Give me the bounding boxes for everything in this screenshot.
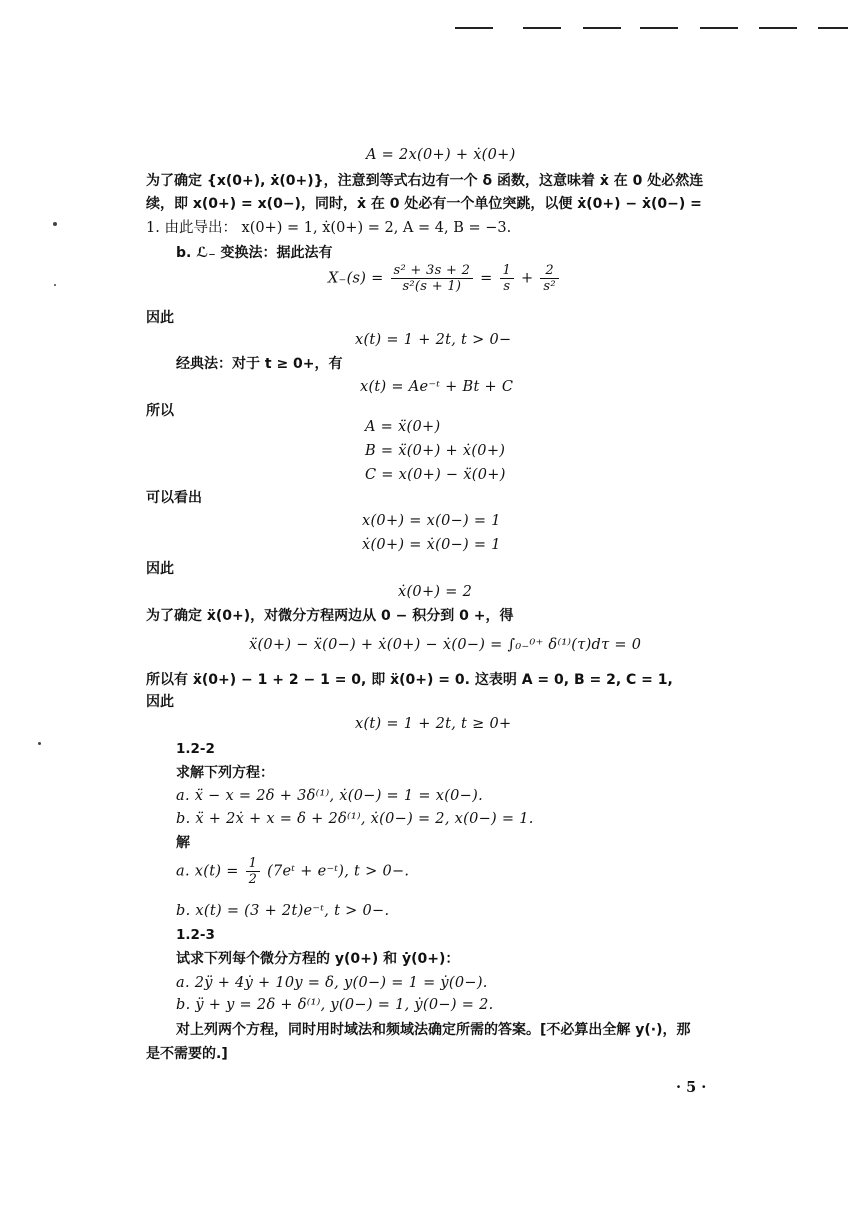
equation-laplace [328,263,561,294]
denominator: s [503,279,511,294]
label-yinci: 因此 [146,561,174,577]
label-suoyi: 所以 [146,403,174,419]
plus-sign: + [521,270,534,287]
paragraph-line: 为了确定 {x(0+), ẋ(0+)}，注意到等式右边有一个 δ 函数，这意味着 ẋ 在 0 处必然连 [146,173,704,189]
paragraph-line: 1. 由此导出： x(0+) = 1, ẋ(0+) = 2, A = 4, B = −3. [146,220,512,236]
label-yinci: 因此 [146,694,174,710]
equation-solution: x(t) = 1 + 2t, t > 0− [355,332,512,348]
equation-A-def: A = ẍ(0+) [365,419,441,435]
solution-a-suffix: (7eᵗ + e⁻ᵗ), t > 0−. [267,863,410,880]
equation-B-def: B = ẍ(0+) + ẋ(0+) [365,443,506,459]
numerator: 1 [500,263,515,279]
fraction [391,263,474,294]
paragraph-line: 对上列两个方程，同时用时域法和频域法确定所需的答案。[不必算出全解 y(·)，那 [176,1022,691,1038]
paragraph-line: 是不需要的.] [146,1046,228,1062]
fraction [246,856,261,887]
numerator: s² + 3s + 2 [391,263,474,279]
problem-part-a: a. ẍ − x = 2δ + 3δ⁽¹⁾, ẋ(0−) = 1 = x(0−). [176,788,483,804]
fraction [540,263,558,294]
header-dash [640,27,678,29]
problem-part-b: b. ÿ + y = 2δ + δ⁽¹⁾, y(0−) = 1, ẏ(0−) = 2. [176,997,494,1013]
header-dash [583,27,621,29]
header-dash [818,27,848,29]
problem-prompt: 求解下列方程： [176,765,274,781]
equation-final: x(t) = 1 + 2t, t ≥ 0+ [355,716,512,732]
section-b-label: b. ℒ₋ 变换法：据此法有 [176,245,333,261]
solution-label: 解 [176,835,190,851]
solution-part-b: b. x(t) = (3 + 2t)e⁻ᵗ, t > 0−. [176,903,390,919]
denominator: s²(s + 1) [402,279,462,294]
equals-sign: = [480,270,493,287]
numerator: 1 [246,856,261,872]
fraction [500,263,515,294]
solution-a-prefix: a. x(t) = [176,863,239,880]
label-yinci: 因此 [146,310,174,326]
label-keyikanchu: 可以看出 [146,490,202,506]
equation-general: x(t) = Ae⁻ᵗ + Bt + C [360,379,514,395]
equation-xdot-value: ẋ(0+) = 2 [398,584,473,600]
solution-part-a [176,856,409,887]
scan-speck [53,222,57,226]
numerator: 2 [540,263,558,279]
equation-C-def: C = x(0+) − ẍ(0+) [365,467,506,483]
equation-integral: ẍ(0+) − ẍ(0−) + ẋ(0+) − ẋ(0−) = ∫₀₋⁰⁺ δ⁽¹⁾(τ)dτ = 0 [249,637,642,653]
paragraph-line: 为了确定 ẍ(0+)，对微分方程两边从 0 − 积分到 0 +，得 [146,608,514,624]
denominator: s² [543,279,556,294]
header-dash [700,27,738,29]
equation-A: A = 2x(0+) + ẋ(0+) [366,147,516,163]
problem-prompt: 试求下列每个微分方程的 y(0+) 和 ẏ(0+)： [176,951,460,967]
page-number: · 5 · [676,1079,707,1096]
problem-part-b: b. ẍ + 2ẋ + x = δ + 2δ⁽¹⁾, ẋ(0−) = 2, x(0−) = 1. [176,811,534,827]
equation-continuity-xdot: ẋ(0+) = ẋ(0−) = 1 [362,537,501,553]
problem-part-a: a. 2ÿ + 4ẏ + 10y = δ, y(0−) = 1 = ẏ(0−). [176,975,488,991]
denominator: 2 [248,872,258,887]
problem-number: 1.2-2 [176,741,215,757]
scan-speck [54,284,56,286]
equation-lhs: X₋(s) = [328,270,384,287]
problem-number: 1.2-3 [176,927,215,943]
header-dash [759,27,797,29]
classical-method-label: 经典法：对于 t ≥ 0+，有 [176,356,343,372]
scan-speck [38,742,41,745]
equation-continuity-x: x(0+) = x(0−) = 1 [362,513,501,529]
paragraph-line: 所以有 ẍ(0+) − 1 + 2 − 1 = 0, 即 ẍ(0+) = 0. 这表明 A = 0, B = 2, C = 1, [146,672,673,688]
header-dash [523,27,561,29]
paragraph-line: 续，即 x(0+) = x(0−)，同时，ẋ 在 0 处必有一个单位突跳，以便 ẋ(0+) − ẋ(0−) = [146,196,702,212]
header-dash [455,27,493,29]
